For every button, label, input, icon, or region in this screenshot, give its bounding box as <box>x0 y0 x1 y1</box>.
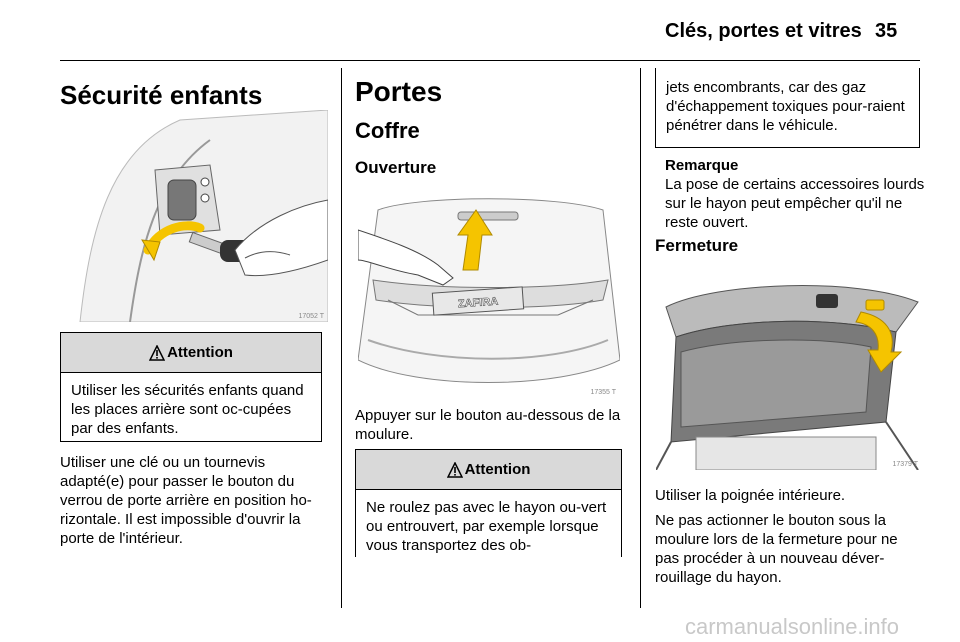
warning-box-continued <box>655 68 920 148</box>
watermark: carmanualsonline.info <box>685 614 900 639</box>
opening-paragraph: Appuyer sur le bouton au-dessous de la moulure. <box>355 407 621 443</box>
note-block <box>665 156 925 232</box>
trunk-closing-illustration <box>656 272 922 470</box>
trunk-opening-illustration <box>358 190 620 398</box>
warning-box-driving-open <box>355 449 622 557</box>
figure-code: 17379 T <box>892 461 918 468</box>
warning-box-child-safety <box>60 332 322 442</box>
warning-triangle-icon <box>447 462 463 478</box>
closing-paragraph-2: Ne pas actionner le bouton sous la moulure lors de la fermeture pour ne pas procéder à un nouveau déver-rouillage du hayon. <box>655 512 898 586</box>
page-number: 35 <box>875 20 898 42</box>
warning-text-continued: jets encombrants, car des gaz d'échappement toxiques pour-raient pénétrer dans le véhicule. <box>666 79 905 134</box>
figure-code: 17052 T <box>298 313 324 320</box>
warning-title: Attention <box>167 344 233 361</box>
closing-paragraph-1: Utiliser la poignée intérieure. <box>655 487 846 504</box>
subheading-opening: Ouverture <box>355 158 437 177</box>
note-text: La pose de certains accessoires lourds sur le hayon peut empêcher qu'il ne reste ouvert. <box>665 176 925 231</box>
child-lock-illustration <box>60 110 328 322</box>
page-header <box>0 0 960 60</box>
figure-code: 17355 T <box>590 389 616 396</box>
warning-triangle-icon <box>149 345 165 361</box>
section-heading-doors: Portes <box>355 76 443 107</box>
zafira-badge: ZAFIRA <box>457 295 499 311</box>
warning-text: Ne roulez pas avec le hayon ou-vert ou entrouvert, par exemple lorsque vous transportez des ob- <box>366 499 607 554</box>
subheading-closing: Fermeture <box>655 236 739 255</box>
note-label: Remarque <box>665 157 739 174</box>
section-heading-child-safety: Sécurité enfants <box>60 80 263 110</box>
subheading-trunk: Coffre <box>355 118 420 143</box>
child-safety-paragraph: Utiliser une clé ou un tournevis adapté(e) pour passer le bouton du verrou de porte arrière en position ho-rizontale. Il est impossible d'ouvrir la porte de l'intérieur. <box>60 454 312 547</box>
header-rule <box>60 60 920 61</box>
chapter-title: Clés, portes et vitres <box>665 20 862 42</box>
column-divider-1 <box>341 68 342 608</box>
column-divider-2 <box>640 68 641 608</box>
warning-title: Attention <box>464 461 531 478</box>
warning-text: Utiliser les sécurités enfants quand les places arrière sont oc-cupées par des enfants. <box>71 382 304 437</box>
